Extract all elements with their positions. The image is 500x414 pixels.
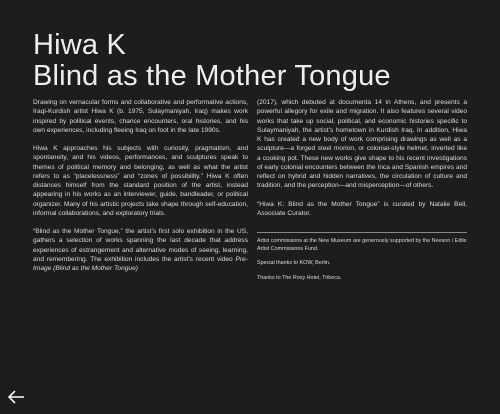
paragraph-text: “Blind as the Mother Tongue,” the artist’s first solo exhibition in the US, gathers a selection of works spanning the last decade that address experiences of estrangement and alternative modes of seeing, learning, and remembering. The exhibition includes the artist’s recent video [33,228,248,263]
exhibition-title: Blind as the Mother Tongue [33,60,391,92]
artist-name: Hiwa K [33,29,127,61]
paragraph: Drawing on vernacular forms and collaborative and performative actions, Iraqi-Kurdish artist Hiwa K (b. 1975, Sulaymaniyah, Iraq) makes work inspired by political events, chance encounters, oral histories, and his own experiences, including fleeing Iraq on foot in the late 1990s. [33,99,248,134]
credit-line: Thanks to The Roxy Hotel, Tribeca. [257,274,342,281]
credit-line: Artist commissions at the New Museum are generously supported by the Neeson / Edlis Artist Commissions Fund. [257,238,467,252]
page-title [33,30,391,92]
credits [257,238,467,282]
curator-note: “Hiwa K: Blind as the Mother Tongue” is curated by Natalie Bell, Associate Curator. [257,200,467,217]
paragraph: Hiwa K approaches his subjects with curiosity, pragmatism, and spontaneity, and his videos, performances, and sculptures speak to themes of political memory and belonging, as well as what the artist refers to as “placelessness” and “zones of possibility.” Hiwa K often distances himself from the standard position of the artist, instead appearing in his works as an interviewer, guide, bandleader, or political organizer. Many of his artistic projects take shape through self-education, informal collaborations, and exploratory trials. [33,145,248,217]
video-title: Pre-Image (Blind as the Mother Tongue) [33,255,248,272]
left-column [33,98,248,282]
credit-line: Special thanks to KOW, Berlin. [257,260,331,267]
right-column [257,98,467,289]
divider [257,232,467,233]
arrow-left-icon[interactable] [7,388,27,406]
paragraph: (2017), which debuted at documenta 14 in Athens, and presents a powerful allegory for exile and migration. It also features several video works that take up social, political, and economic histories specific to Sulaymaniyah, the artist’s hometown in Kurdish Iraq. In addition, Hiwa K has created a new body of work comprising drawings as well as a sculpture—a forged steel morion, or colonial-style helmet, inverted like a cooking pot. These new works give shape to his recent investigations of early colonial encounters between the Inca and Spanish empires and reflect on hybrid and hidden narratives, the circulation of culture and tradition, and the perception—and misperception—of others. [257,99,467,190]
paragraph [33,227,248,273]
